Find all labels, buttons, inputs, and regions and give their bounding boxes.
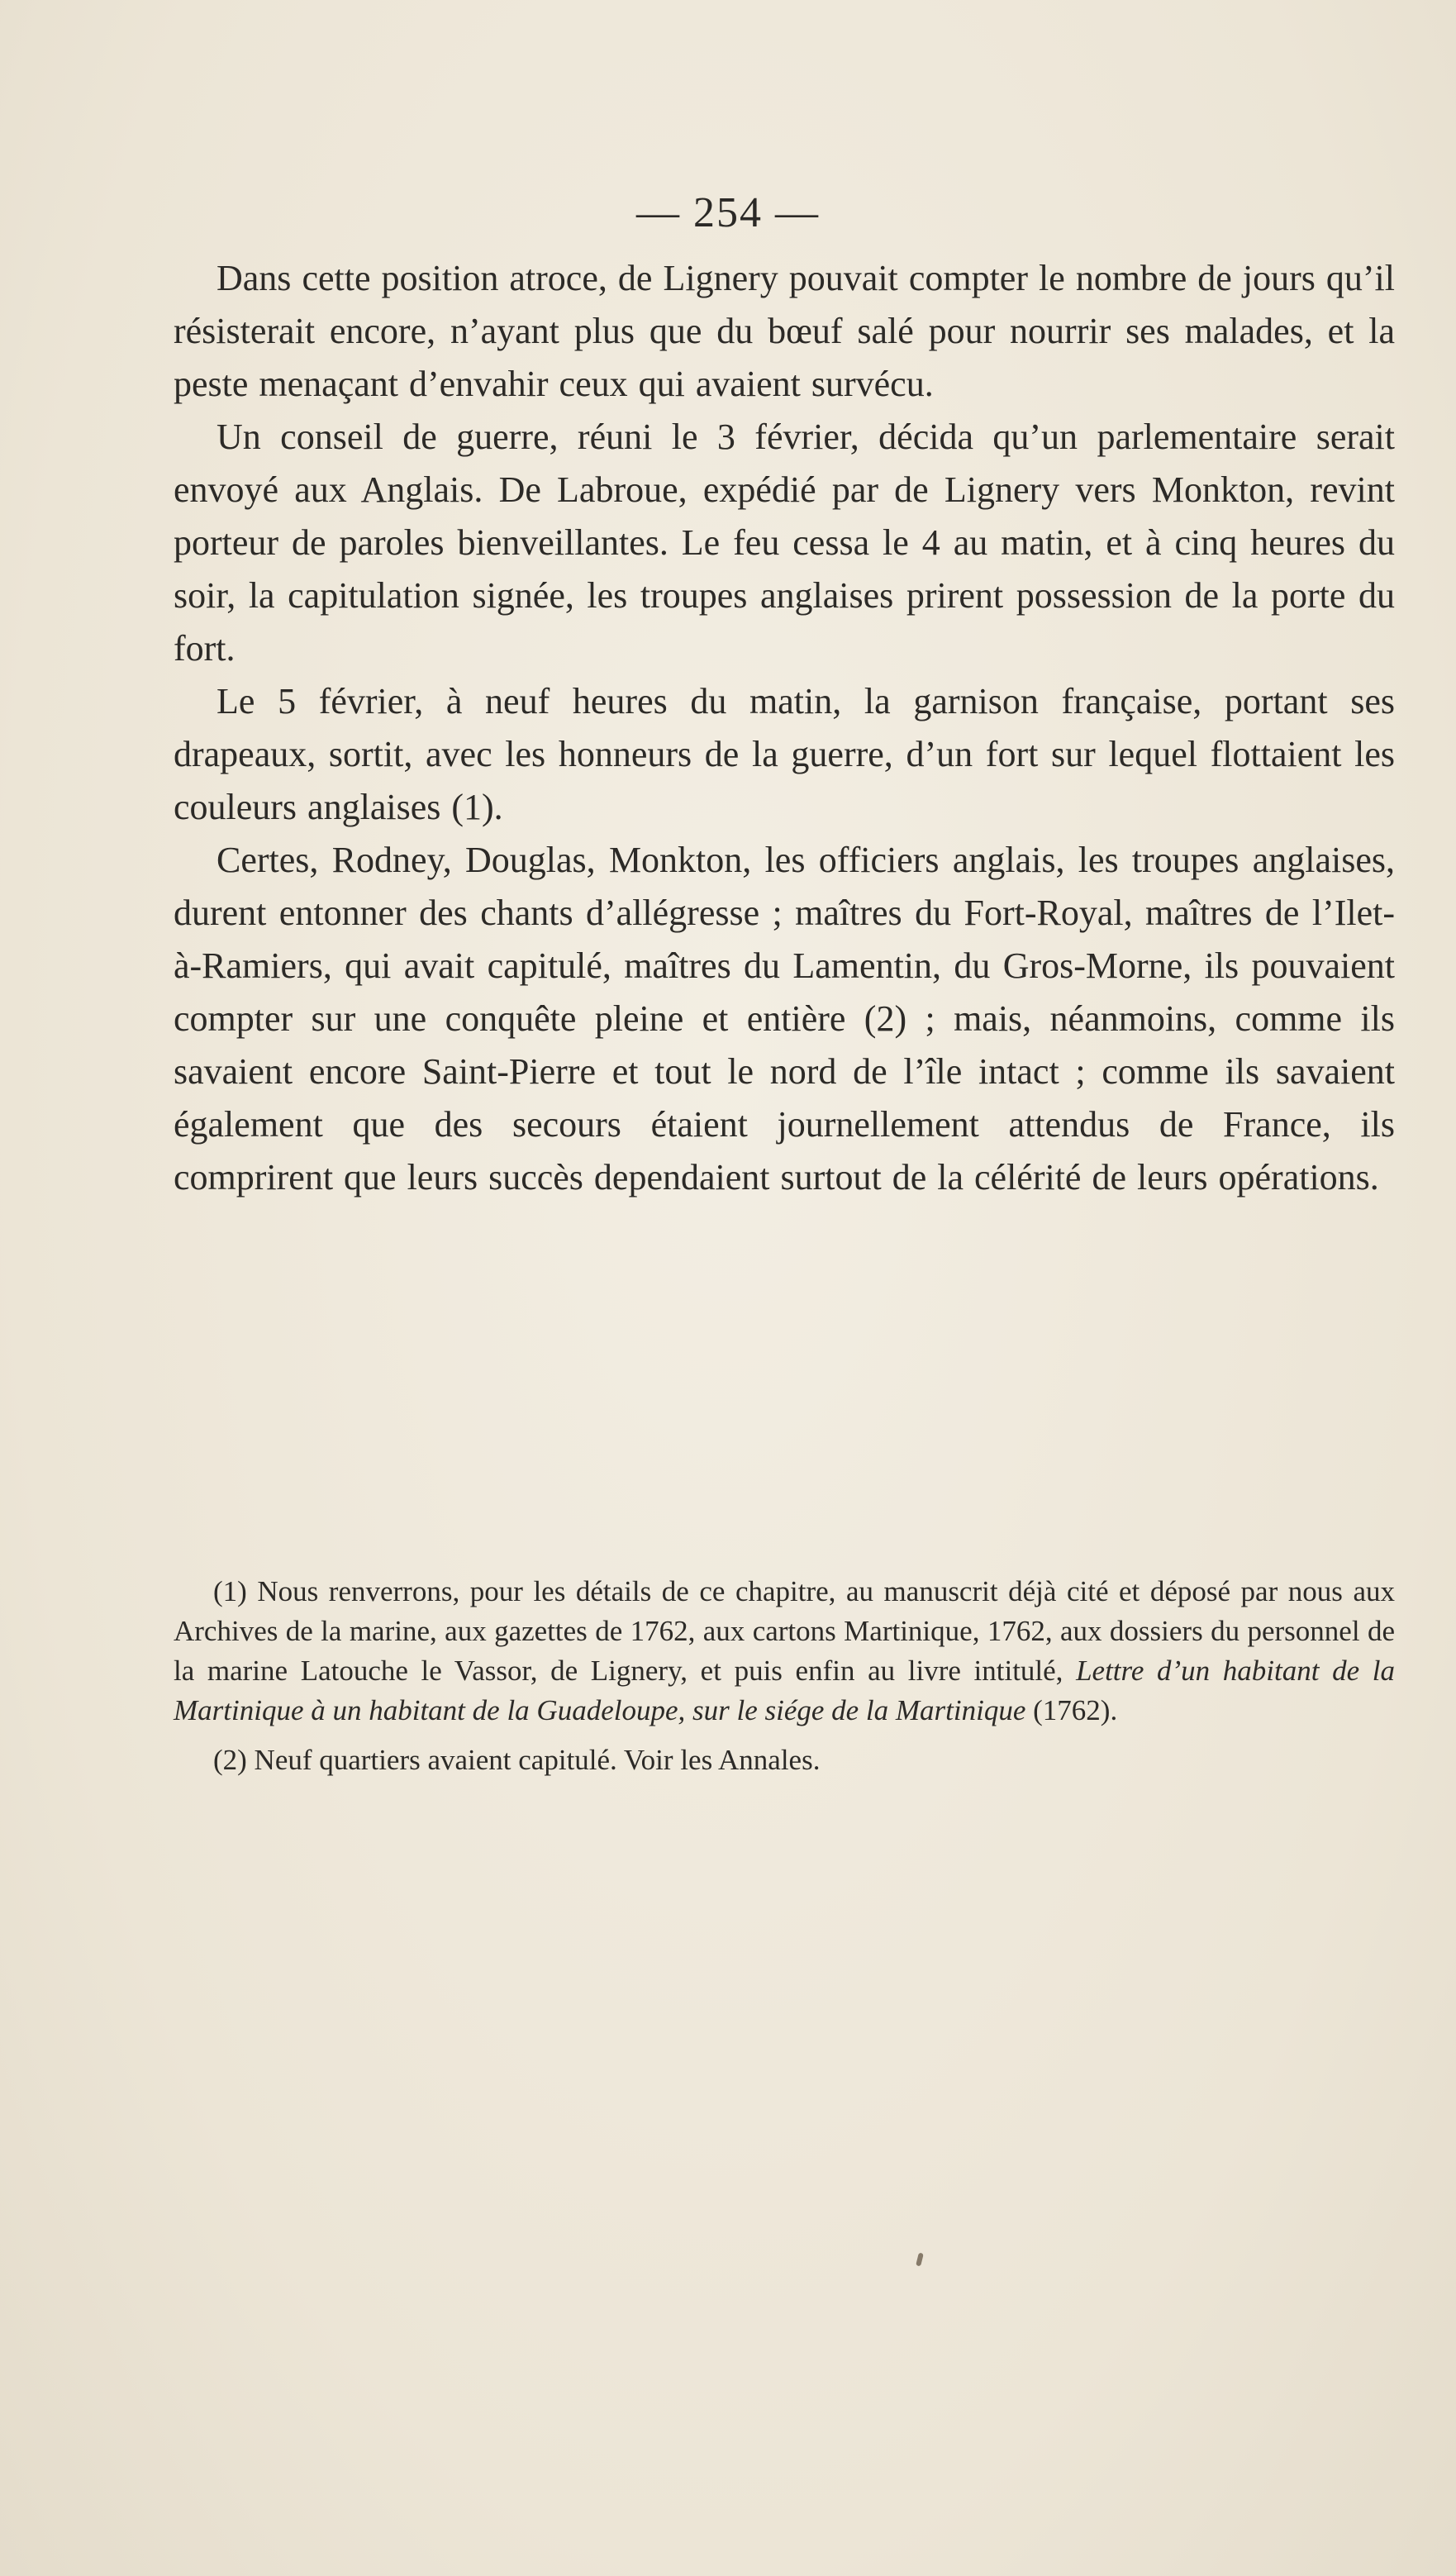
footnotes xyxy=(174,1572,1395,1790)
footnote-1-tail: (1762). xyxy=(1025,1694,1118,1726)
page-number: — 254 — xyxy=(636,189,820,236)
paragraph: Le 5 février, à neuf heures du matin, la garnison française, portant ses drapeaux, sortit, avec les honneurs de la guerre, d’un fort sur lequel flottaient les couleurs anglaises (1). xyxy=(174,681,1395,827)
ink-mark xyxy=(916,2253,924,2267)
footnote-1-book-title: Lettre d’un habitant de la Martinique à un habitant de la Guadeloupe, sur le siége de la Martinique xyxy=(174,1655,1395,1726)
footnote-2: (2) Neuf quartiers avaient capitulé. Voir les Annales. xyxy=(213,1744,821,1776)
paragraph: Un conseil de guerre, réuni le 3 février, décida qu’un parlementaire serait envoyé aux Anglais. De Labroue, expédié par de Lignery vers Monkton, revint porteur de paroles bienveillantes. Le feu cessa le 4 au matin, et à cinq heures du soir, la capitulation signée, les troupes anglaises prirent possession de la porte du fort. xyxy=(174,417,1395,669)
paragraph: Certes, Rodney, Douglas, Monkton, les officiers anglais, les troupes anglaises, durent entonner des chants d’allégresse ; maîtres du Fort-Royal, maîtres de l’Ilet-à-Ramiers, qui avait capitulé, maîtres du Lamentin, du Gros-Morne, ils pouvaient compter sur une conquête pleine et entière (2) ; mais, néanmoins, comme ils savaient encore Saint-Pierre et tout le nord de l’île intact ; comme ils savaient également que des secours étaient journellement attendus de France, ils comprirent que leurs succès dependaient surtout de la célérité de leurs opérations. xyxy=(174,840,1395,1198)
footnote-1-text: (1) Nous renverrons, pour les détails de ce chapitre, au manuscrit déjà cité et déposé par nous aux Archives de la marine, aux gazettes de 1762, aux cartons Martinique, 1762, aux dossiers du personnel de la marine Latouche le Vassor, de Lignery, et puis enfin au livre intitulé, xyxy=(174,1575,1395,1687)
main-text xyxy=(174,252,1395,1204)
footnote-1 xyxy=(174,1572,1395,1731)
paragraph: Dans cette position atroce, de Lignery pouvait compter le nombre de jours qu’il résisterait encore, n’ayant plus que du bœuf salé pour nourrir ses malades, et la peste menaçant d’envahir ceux qui avaient survécu. xyxy=(174,258,1395,404)
